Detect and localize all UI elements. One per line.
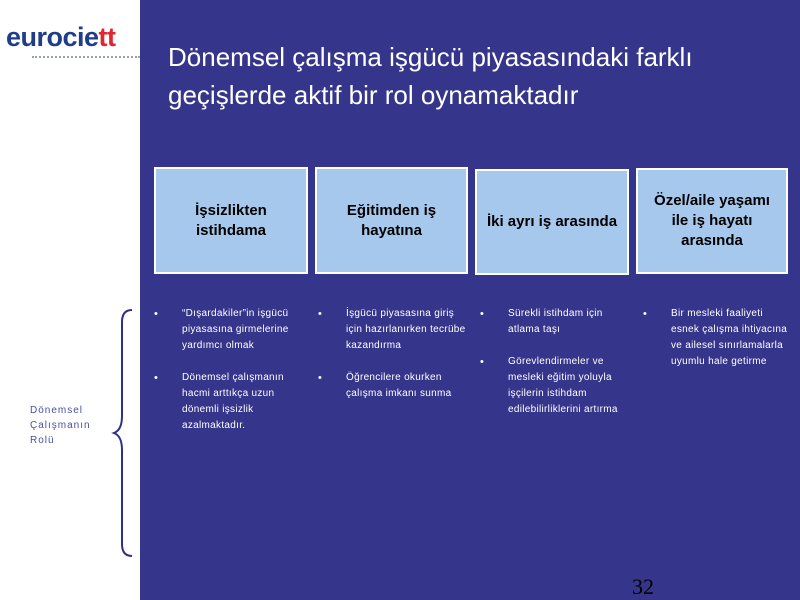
bullet-column-4 <box>643 306 789 386</box>
logo-text-main: eurocie <box>6 22 99 52</box>
bullet-text: İşgücü piyasasına giriş için hazırlanırken tecrübe kazandırma <box>346 308 466 351</box>
bullet-column-2 <box>318 306 466 418</box>
bullet-text: Görevlendirmeler ve mesleki eğitim yoluyla işçilerin istihdam edilebilirliklerini artırma <box>508 356 618 415</box>
bullet-item <box>480 306 630 338</box>
bullet-text: Öğrencilere okurken çalışma imkanı sunma <box>346 372 452 399</box>
box-label: İşsizlikten istihdama <box>195 201 267 239</box>
curly-brace-icon <box>108 308 138 558</box>
box-label: Eğitimden iş hayatına <box>346 201 437 239</box>
bullet-icon: • <box>318 308 323 320</box>
category-box-between-jobs <box>475 169 629 275</box>
bullet-icon: • <box>154 308 159 320</box>
box-label: Özel/aile yaşamı ile iş hayatı arasında <box>654 192 770 249</box>
bullet-item <box>154 370 304 434</box>
eurociett-logo <box>6 22 136 66</box>
bullet-item <box>318 370 466 402</box>
bullet-text: Bir mesleki faaliyeti esnek çalışma ihtiyacına ve ailesel sınırlamalarla uyumlu hale getirme <box>671 308 788 367</box>
box-label: İki ayrı iş arasında <box>486 213 618 230</box>
bullet-icon: • <box>480 308 485 320</box>
bullet-icon: • <box>318 372 323 384</box>
category-box-education <box>315 167 468 274</box>
page-number: 32 <box>632 574 654 599</box>
bullet-icon: • <box>643 308 648 320</box>
bullet-item <box>154 306 304 354</box>
bullet-icon: • <box>154 372 159 384</box>
bullet-column-3 <box>480 306 630 434</box>
bullet-item <box>480 354 630 418</box>
bullet-item <box>318 306 466 354</box>
bullet-text: Sürekli istihdam için atlama taşı <box>508 308 603 335</box>
side-label: Dönemsel Çalışmanın Rolü <box>30 405 91 446</box>
logo-tagline-mark <box>32 56 140 58</box>
bullet-text: Dönemsel çalışmanın hacmi arttıkça uzun dönemli işsizlik azalmaktadır. <box>182 372 284 431</box>
bullet-item <box>643 306 789 370</box>
bullet-column-1 <box>154 306 304 450</box>
logo-wordmark <box>6 22 136 52</box>
bullet-icon: • <box>480 356 485 368</box>
category-box-private-life <box>636 168 788 274</box>
slide-title: Dönemsel çalışma işgücü piyasasındaki farklı geçişlerde aktif bir rol oynamaktadır <box>168 42 693 110</box>
category-box-unemployment <box>154 167 308 274</box>
logo-text-accent: tt <box>98 22 116 52</box>
bullet-text: “Dışardakiler”in işgücü piyasasına girmelerine yardımcı olmak <box>182 308 289 351</box>
